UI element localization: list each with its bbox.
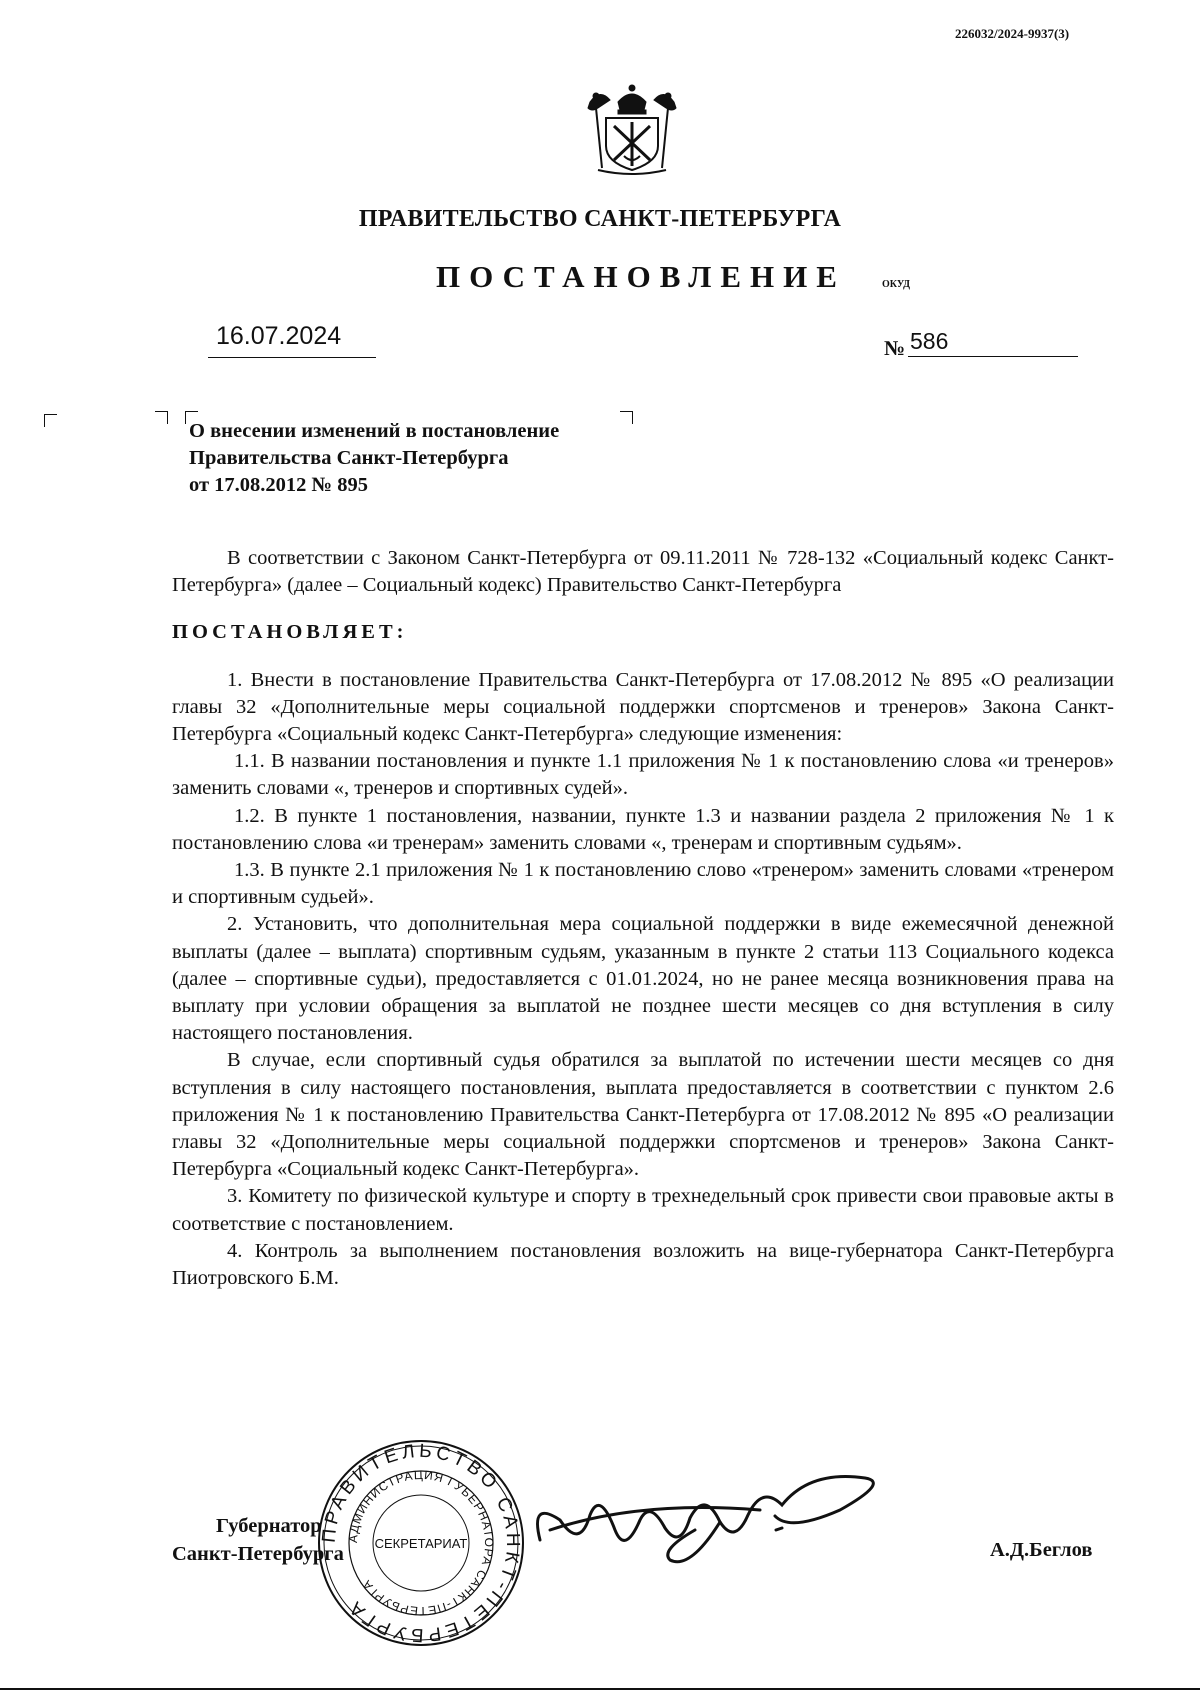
signatory-title-line: Губернатор — [216, 1515, 322, 1537]
organization-title: ПРАВИТЕЛЬСТВО САНКТ-ПЕТЕРБУРГА — [358, 206, 842, 232]
clause-1-2: 1.2. В пункте 1 постановления, названии, пункте 1.3 и названии раздела 2 приложения № 1 к постановлению слова «и тренерам» заменить словами «, тренерам и спортивным судьям». — [172, 804, 1114, 854]
preamble-paragraph: В соответствии с Законом Санкт-Петербурга от 09.11.2011 № 728-132 «Социальный кодекс Санкт-Петербурга» (далее – Социальный кодекс) Правительство Санкт-Петербурга — [172, 547, 1114, 597]
signatory-title-line: Санкт-Петербурга — [172, 1543, 344, 1565]
handwritten-signature — [520, 1460, 900, 1580]
subject-line: Правительства Санкт-Петербурга — [189, 447, 509, 469]
clause-1-1: 1.1. В названии постановления и пункте 1.1 приложения № 1 к постановлению слова «и тренеров» заменить словами «, тренеров и спортивных судей». — [172, 750, 1114, 800]
document-body — [172, 545, 1114, 1292]
signatory-name: А.Д.Беглов — [990, 1539, 1093, 1561]
clause-2: 2. Установить, что дополнительная мера социальной поддержки в виде ежемесячной денежной выплаты (далее – выплата) спортивным судьям, указанным в пункте 2 статьи 113 Социального кодекса (далее – спортивные судьи), предоставляется с 01.01.2024, но не ранее месяца возникновения права на выплату при условии обращения за выплатой не позднее шести месяцев со дня вступления в силу настоящего постановления. — [172, 913, 1114, 1045]
okud-label: ОКУД — [882, 279, 911, 290]
document-type-title: ПОСТАНОВЛЕНИЕ — [436, 259, 846, 294]
clause-2-continuation: В случае, если спортивный судья обратился за выплатой по истечении шести месяцев со дня вступления в силу настоящего постановления, выплата предоставляется в соответствии с пунктом 2.6 приложения № 1 к постановлению Правительства Санкт-Петербурга от 17.08.2012 № 895 «О реализации главы 32 «Дополнительные меры социальной поддержки спортсменов и тренеров» Закона Санкт-Петербурга «Социальный кодекс Санкт-Петербурга». — [172, 1049, 1114, 1181]
number-underline — [908, 356, 1078, 357]
subject-line: О внесении изменений в постановление — [189, 420, 560, 442]
document-number: 586 — [910, 328, 949, 354]
subject-line: от 17.08.2012 № 895 — [189, 474, 369, 496]
corner-bracket-left — [44, 414, 57, 427]
date-underline — [208, 357, 376, 358]
corner-bracket-subject-left-outer — [155, 411, 168, 424]
registration-number: 226032/2024-9937(3) — [955, 26, 1070, 41]
clause-1-3: 1.3. В пункте 2.1 приложения № 1 к постановлению слово «тренером» заменить словами «тренером и спортивным судьей». — [172, 859, 1114, 909]
stamp-inner-text: АДМИНИСТРАЦИЯ ГУБЕРНАТОРА САНКТ-ПЕТЕРБУРГА — [345, 1467, 497, 1619]
stamp-center-text: СЕКРЕТАРИАТ — [374, 1536, 468, 1551]
document-subject — [189, 418, 559, 499]
clause-1: 1. Внести в постановление Правительства Санкт-Петербурга от 17.08.2012 № 895 «О реализации главы 32 «Дополнительные меры социальной поддержки спортсменов и тренеров» Закона Санкт-Петербурга «Социальный кодекс Санкт-Петербурга» следующие изменения: — [172, 668, 1114, 746]
signatory-title — [172, 1512, 344, 1568]
decree-heading: ПОСТАНОВЛЯЕТ: — [172, 621, 408, 644]
corner-bracket-subject-right — [620, 411, 633, 424]
official-seal-stamp — [316, 1438, 526, 1648]
stamp-outer-text: ПРАВИТЕЛЬСТВО САНКТ-ПЕТЕРБУРГА — [318, 1440, 524, 1646]
clause-3: 3. Комитету по физической культуре и спорту в трехнедельный срок привести свои правовые акты в соответствие с постановлением. — [172, 1185, 1114, 1235]
top-border-line — [0, 0, 1200, 2]
document-date: 16.07.2024 — [216, 322, 342, 350]
number-sign: № — [884, 336, 906, 360]
clause-4: 4. Контроль за выполнением постановления возложить на вице-губернатора Санкт-Петербурга Пиотровского Б.М. — [172, 1239, 1114, 1290]
saint-petersburg-coat-of-arms-icon — [580, 82, 684, 178]
bottom-border-line — [0, 1688, 1200, 1690]
